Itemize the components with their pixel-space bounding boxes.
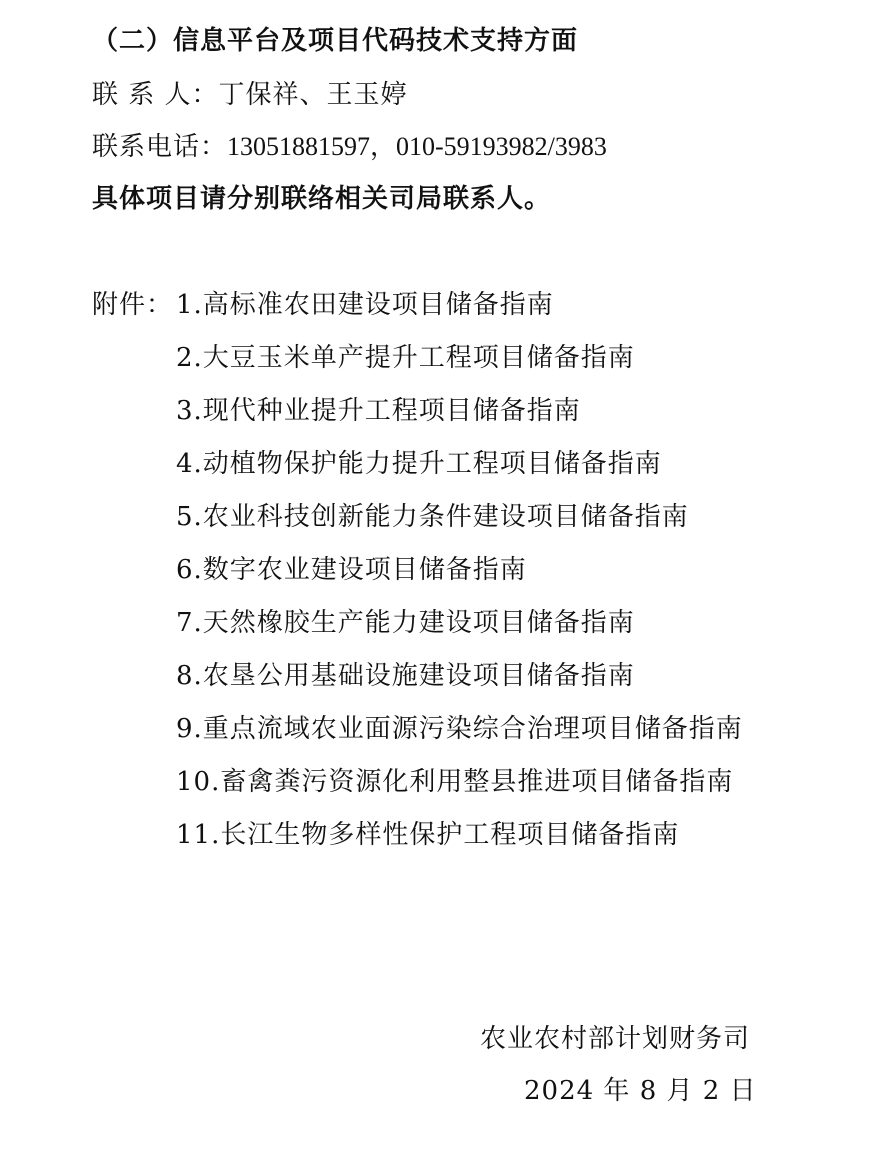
attachment-item-9: 9.重点流域农业面源污染综合治理项目储备指南	[176, 714, 743, 744]
contact-people-label: 联 系 人：	[92, 80, 219, 110]
contact-phone-label: 联系电话：	[92, 132, 228, 162]
attachment-item-1: 1.高标准农田建设项目储备指南	[176, 290, 554, 320]
attachment-item-4: 4.动植物保护能力提升工程项目储备指南	[176, 449, 662, 479]
attachment-item-7: 7.天然橡胶生产能力建设项目储备指南	[176, 608, 635, 638]
attachment-item-2: 2.大豆玉米单产提升工程项目储备指南	[176, 343, 635, 373]
contact-phone-value: 13051881597，010-59193982/3983	[227, 132, 607, 161]
signature-date: 2024 年 8 月 2 日	[524, 1076, 757, 1106]
signature-org: 农业农村部计划财务司	[480, 1024, 751, 1054]
contact-people-line	[92, 80, 408, 110]
section-heading: （二）信息平台及项目代码技术支持方面	[92, 26, 579, 56]
contact-phone-line	[92, 132, 607, 162]
attachment-item-8: 8.农垦公用基础设施建设项目储备指南	[176, 661, 635, 691]
contact-people-value: 丁保祥、王玉婷	[218, 80, 408, 110]
attachment-item-6: 6.数字农业建设项目储备指南	[176, 555, 527, 585]
contact-note: 具体项目请分别联络相关司局联系人。	[92, 184, 552, 214]
attachments-label: 附件：	[92, 290, 174, 320]
attachment-item-10: 10.畜禽粪污资源化利用整县推进项目储备指南	[176, 767, 734, 797]
attachment-item-5: 5.农业科技创新能力条件建设项目储备指南	[176, 502, 689, 532]
attachment-item-11: 11.长江生物多样性保护工程项目储备指南	[176, 820, 680, 850]
attachment-item-3: 3.现代种业提升工程项目储备指南	[176, 396, 581, 426]
